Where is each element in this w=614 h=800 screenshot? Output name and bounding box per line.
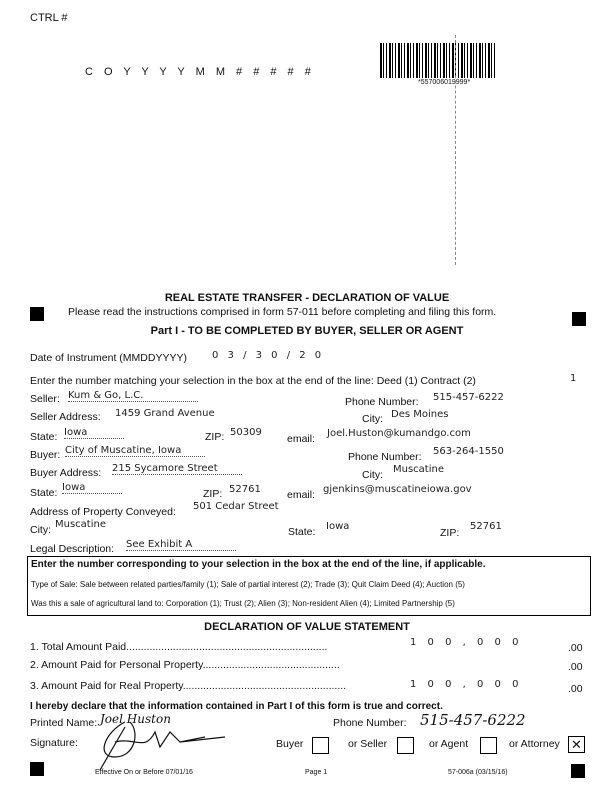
seller-state[interactable]: Iowa — [64, 427, 124, 439]
registration-mark — [30, 307, 44, 321]
real-property-cents: .00 — [568, 683, 583, 695]
ctrl-format: C O Y Y Y Y M M # # # # # — [85, 66, 311, 78]
buyer-state-label: State: — [30, 487, 58, 499]
buyer-phone[interactable]: 563-264-1550 — [433, 446, 504, 457]
buyer-email-label: email: — [287, 489, 316, 501]
barcode-number: *557006019999* — [418, 79, 471, 86]
buyer-email[interactable]: gjenkins@muscatineiowa.gov — [323, 484, 472, 495]
declarant-phone[interactable]: 515-457-6222 — [420, 711, 526, 729]
effective-date: Effective On or Before 07/01/16 — [95, 769, 193, 776]
seller-state-label: State: — [30, 431, 58, 443]
property-city[interactable]: Muscatine — [55, 519, 106, 530]
seller-address[interactable]: 1459 Grand Avenue — [115, 408, 215, 419]
ctrl-label: CTRL # — [30, 12, 68, 24]
declaration-text: I hereby declare that the information contained in Part I of this form is true and correct. — [30, 701, 443, 712]
type-of-sale: Type of Sale: Sale between related parties/family (1); Sale of partial interest (2); Trade (3); Quit Claim Deed (4); Auction (5) — [31, 580, 465, 589]
deed-label: Enter the number matching your selection in the box at the end of the line: Deed (1) Contract (2) — [30, 375, 476, 387]
property-state-label: State: — [288, 526, 316, 538]
role-attorney-checkbox[interactable]: ✕ — [568, 736, 585, 753]
buyer-zip[interactable]: 52761 — [229, 484, 261, 495]
buyer-city-label: City: — [362, 469, 383, 481]
deed-value[interactable]: 1 — [570, 373, 577, 384]
total-paid-label: 1. Total Amount Paid..................................................................... — [30, 641, 328, 653]
seller-phone-label: Phone Number: — [345, 396, 419, 408]
printed-name[interactable]: Joel Huston — [100, 712, 171, 726]
statement-heading: DECLARATION OF VALUE STATEMENT — [204, 621, 410, 633]
property-city-label: City: — [30, 524, 51, 536]
legal-description[interactable]: See Exhibit A — [126, 539, 236, 551]
buyer-address-label: Buyer Address: — [30, 467, 102, 479]
legal-description-label: Legal Description: — [30, 543, 115, 555]
buyer-phone-label: Phone Number: — [348, 451, 422, 463]
buyer-zip-label: ZIP: — [203, 488, 223, 500]
printed-name-label: Printed Name: — [30, 717, 98, 729]
real-property-value[interactable]: 1 0 0 , 0 0 0 — [410, 679, 519, 690]
seller-city-label: City: — [362, 413, 383, 425]
part1-heading: Part I - TO BE COMPLETED BY BUYER, SELLER OR AGENT — [150, 325, 464, 337]
registration-mark — [30, 762, 44, 776]
role-seller-checkbox[interactable] — [397, 737, 414, 754]
seller-label: Seller: — [30, 393, 60, 405]
seller-address-label: Seller Address: — [30, 411, 101, 423]
role-agent-label: or Agent — [429, 738, 469, 750]
property-zip[interactable]: 52761 — [470, 521, 502, 532]
role-attorney-label: or Attorney — [509, 738, 560, 750]
seller-city[interactable]: Des Moines — [391, 409, 449, 420]
personal-property-label: 2. Amount Paid for Personal Property............................................... — [30, 659, 340, 671]
real-property-label: 3. Amount Paid for Real Property........................................................ — [30, 680, 347, 692]
form-title: REAL ESTATE TRANSFER - DECLARATION OF VALUE — [164, 292, 450, 304]
role-buyer-checkbox[interactable] — [312, 737, 329, 754]
property-address[interactable]: 501 Cedar Street — [193, 501, 279, 512]
seller-phone[interactable]: 515-457-6222 — [433, 392, 504, 403]
registration-mark — [571, 764, 585, 778]
property-zip-label: ZIP: — [440, 527, 460, 539]
role-buyer-label: Buyer — [276, 738, 304, 750]
property-address-label: Address of Property Conveyed: — [30, 506, 176, 518]
role-agent-checkbox[interactable] — [480, 737, 497, 754]
seller-zip-label: ZIP: — [205, 431, 225, 443]
registration-mark — [572, 312, 586, 326]
total-paid-value[interactable]: 1 0 0 , 0 0 0 — [410, 637, 519, 648]
total-paid-cents: .00 — [568, 642, 583, 654]
personal-property-cents: .00 — [568, 661, 583, 673]
form-number: 57-006a (03/15/16) — [448, 769, 508, 776]
buyer-name[interactable]: City of Muscatine, Iowa — [65, 445, 205, 457]
declarant-phone-label: Phone Number: — [333, 717, 407, 729]
buyer-label: Buyer: — [30, 449, 61, 461]
page-number: Page 1 — [305, 769, 328, 776]
seller-email-label: email: — [287, 433, 316, 445]
fold-line — [455, 35, 457, 265]
seller-name[interactable]: Kum & Go, L.C. — [68, 390, 198, 402]
buyer-state[interactable]: Iowa — [62, 482, 122, 494]
signature[interactable] — [85, 712, 225, 772]
property-state[interactable]: Iowa — [326, 521, 350, 532]
instructions: Please read the instructions comprised in form 57-011 before completing and filing this form. — [68, 306, 497, 318]
seller-zip[interactable]: 50309 — [230, 427, 262, 438]
sale-box-heading: Enter the number corresponding to your selection in the box at the end of the line, if applicable. — [31, 559, 486, 570]
signature-label: Signature: — [30, 737, 78, 749]
date-value[interactable]: 0 3 / 3 0 / 2 0 — [212, 350, 322, 361]
seller-email[interactable]: Joel.Huston@kumandgo.com — [327, 428, 471, 439]
buyer-city[interactable]: Muscatine — [393, 464, 444, 475]
sale-type-box — [27, 556, 591, 616]
barcode — [380, 43, 495, 78]
agricultural-sale: Was this a sale of agricultural land to: Corporation (1); Trust (2); Alien (3); Non-resident Alien (4); Limited Partnership (5) — [31, 599, 455, 608]
role-seller-label: or Seller — [348, 738, 388, 750]
date-label: Date of Instrument (MMDDYYYY) — [30, 352, 187, 364]
buyer-address[interactable]: 215 Sycamore Street — [112, 463, 242, 475]
